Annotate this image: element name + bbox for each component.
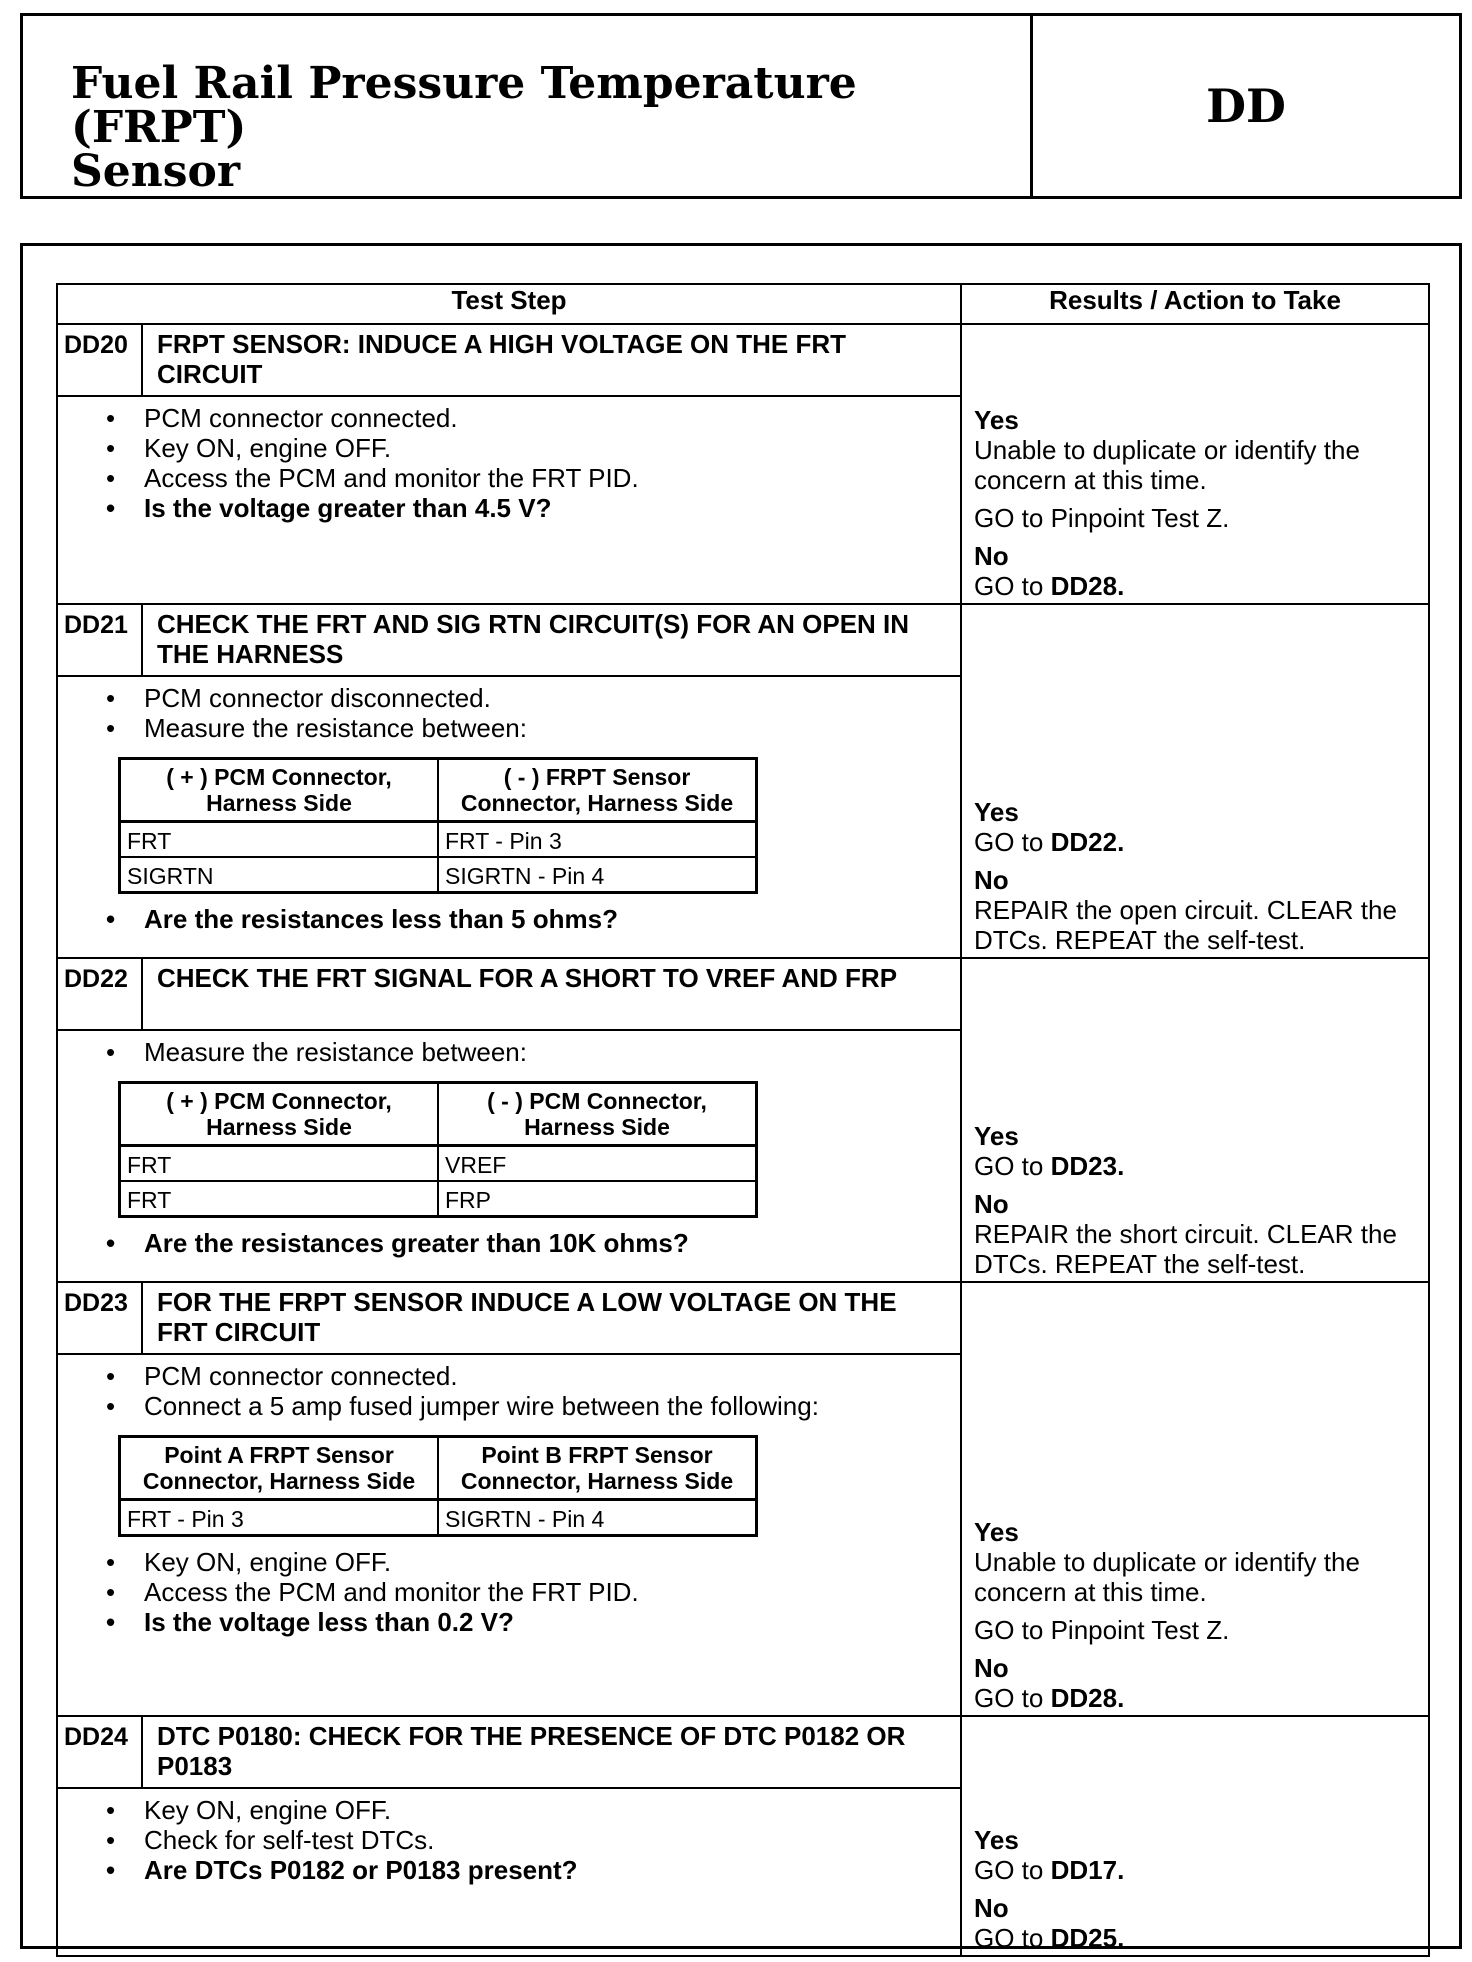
step-question: • Are the resistances less than 5 ohms? bbox=[106, 904, 950, 934]
yes-goto-target[interactable]: DD22. bbox=[1050, 827, 1125, 857]
bullet: • Check for self-test DTCs. bbox=[106, 1825, 950, 1855]
yes-goto-prefix: GO to bbox=[974, 1151, 1044, 1181]
sub-row bbox=[120, 1500, 757, 1536]
yes-goto-prefix: GO to bbox=[974, 827, 1044, 857]
no-label: No bbox=[974, 865, 1009, 895]
yes-label: Yes bbox=[974, 405, 1019, 435]
yes-goto-target[interactable]: DD17. bbox=[1050, 1855, 1125, 1885]
step-id: DD21 bbox=[57, 604, 142, 676]
step-dd24-body bbox=[57, 1788, 961, 1956]
sub-row bbox=[120, 857, 757, 893]
step-title: CHECK THE FRT SIGNAL FOR A SHORT TO VREF AND FRP bbox=[142, 958, 961, 1030]
sub-cell: FRT - Pin 3 bbox=[438, 822, 757, 858]
step-dd21-title-row bbox=[57, 604, 1429, 676]
step-title: CHECK THE FRT AND SIG RTN CIRCUIT(S) FOR AN OPEN IN THE HARNESS bbox=[142, 604, 961, 676]
step-id: DD20 bbox=[57, 324, 142, 396]
bullet: • Access the PCM and monitor the FRT PID. bbox=[106, 463, 950, 493]
yes-goto[interactable]: GO to Pinpoint Test Z. bbox=[974, 1615, 1230, 1645]
step-dd22-results bbox=[961, 958, 1429, 1282]
bullet: • Key ON, engine OFF. bbox=[106, 433, 950, 463]
sub-header: ( + ) PCM Connector, Harness Side bbox=[120, 759, 439, 822]
sub-row bbox=[120, 1146, 757, 1182]
resistance-table bbox=[118, 757, 758, 894]
yes-label: Yes bbox=[974, 797, 1019, 827]
step-question: • Are DTCs P0182 or P0183 present? bbox=[106, 1855, 950, 1885]
no-text: REPAIR the short circuit. CLEAR the DTCs. REPEAT the self-test. bbox=[974, 1219, 1397, 1279]
no-label: No bbox=[974, 1653, 1009, 1683]
sub-header: ( - ) PCM Connector, Harness Side bbox=[438, 1083, 757, 1146]
sub-row bbox=[120, 822, 757, 858]
yes-text: Unable to duplicate or identify the concern at this time. bbox=[974, 435, 1360, 495]
step-bullets bbox=[106, 1795, 950, 1885]
sub-cell: FRT bbox=[120, 822, 439, 858]
step-question: • Is the voltage less than 0.2 V? bbox=[106, 1607, 950, 1637]
no-goto-prefix: GO to bbox=[974, 571, 1044, 601]
step-title: FRPT SENSOR: INDUCE A HIGH VOLTAGE ON THE FRT CIRCUIT bbox=[142, 324, 961, 396]
sub-cell: FRT bbox=[120, 1146, 439, 1182]
bullet: • Connect a 5 amp fused jumper wire between the following: bbox=[106, 1391, 950, 1421]
resistance-table bbox=[118, 1081, 758, 1218]
column-header-test-step: Test Step bbox=[57, 284, 961, 324]
step-dd21-results bbox=[961, 604, 1429, 958]
step-bullets bbox=[106, 683, 950, 743]
sub-cell: VREF bbox=[438, 1146, 757, 1182]
sub-cell: FRT bbox=[120, 1181, 439, 1217]
step-dd20-results bbox=[961, 324, 1429, 604]
step-bullets bbox=[106, 403, 950, 523]
step-dd24-title-row bbox=[57, 1716, 1429, 1788]
step-dd24-results bbox=[961, 1716, 1429, 1956]
bullet: • Key ON, engine OFF. bbox=[106, 1795, 950, 1825]
step-id: DD22 bbox=[57, 958, 142, 1030]
no-label: No bbox=[974, 1189, 1009, 1219]
no-goto-prefix: GO to bbox=[974, 1683, 1044, 1713]
no-label: No bbox=[974, 1893, 1009, 1923]
step-question: • Is the voltage greater than 4.5 V? bbox=[106, 493, 950, 523]
step-id: DD24 bbox=[57, 1716, 142, 1788]
yes-goto[interactable]: GO to Pinpoint Test Z. bbox=[974, 503, 1230, 533]
yes-goto-target[interactable]: DD23. bbox=[1050, 1151, 1125, 1181]
title-line-2: Sensor bbox=[71, 146, 241, 197]
sub-header: Point B FRPT Sensor Connector, Harness Side bbox=[438, 1437, 757, 1500]
step-dd23-body bbox=[57, 1354, 961, 1716]
yes-goto-prefix: GO to bbox=[974, 1855, 1044, 1885]
procedure-frame bbox=[20, 243, 1462, 1953]
sub-cell: SIGRTN - Pin 4 bbox=[438, 857, 757, 893]
step-dd23-results bbox=[961, 1282, 1429, 1716]
step-dd22-body bbox=[57, 1030, 961, 1282]
no-goto-target[interactable]: DD28. bbox=[1050, 1683, 1125, 1713]
bullet: • Access the PCM and monitor the FRT PID. bbox=[106, 1577, 950, 1607]
sub-cell: SIGRTN - Pin 4 bbox=[438, 1500, 757, 1536]
bullet: • Measure the resistance between: bbox=[106, 1037, 950, 1067]
step-bullets bbox=[106, 1037, 950, 1067]
yes-label: Yes bbox=[974, 1121, 1019, 1151]
yes-label: Yes bbox=[974, 1825, 1019, 1855]
title-line-1: Fuel Rail Pressure Temperature (FRPT) bbox=[71, 58, 857, 153]
bullet: • Measure the resistance between: bbox=[106, 713, 950, 743]
section-code: DD bbox=[1206, 79, 1286, 133]
step-dd20-title-row bbox=[57, 324, 1429, 396]
step-question: • Are the resistances greater than 10K ohms? bbox=[106, 1228, 950, 1258]
step-bullets bbox=[106, 1361, 950, 1421]
sub-header: ( - ) FRPT Sensor Connector, Harness Side bbox=[438, 759, 757, 822]
no-goto-target[interactable]: DD28. bbox=[1050, 571, 1125, 601]
bullet: • PCM connector connected. bbox=[106, 1361, 950, 1391]
bullet: • PCM connector connected. bbox=[106, 403, 950, 433]
step-dd20-body bbox=[57, 396, 961, 604]
bullet: • PCM connector disconnected. bbox=[106, 683, 950, 713]
step-title: FOR THE FRPT SENSOR INDUCE A LOW VOLTAGE ON THE FRT CIRCUIT bbox=[142, 1282, 961, 1354]
yes-label: Yes bbox=[974, 1517, 1019, 1547]
sub-header: Point A FRPT Sensor Connector, Harness Side bbox=[120, 1437, 439, 1500]
page-title bbox=[23, 16, 1033, 196]
step-title: DTC P0180: CHECK FOR THE PRESENCE OF DTC P0182 OR P0183 bbox=[142, 1716, 961, 1788]
step-dd22-title-row bbox=[57, 958, 1429, 1030]
column-header-results: Results / Action to Take bbox=[961, 284, 1429, 324]
jumper-table bbox=[118, 1435, 758, 1537]
step-dd21-body bbox=[57, 676, 961, 958]
test-step-table bbox=[56, 283, 1430, 1957]
yes-text: Unable to duplicate or identify the concern at this time. bbox=[974, 1547, 1360, 1607]
sub-cell: FRP bbox=[438, 1181, 757, 1217]
no-goto-target[interactable]: DD25. bbox=[1050, 1923, 1125, 1953]
sub-cell: SIGRTN bbox=[120, 857, 439, 893]
sub-cell: FRT - Pin 3 bbox=[120, 1500, 439, 1536]
sub-row bbox=[120, 1181, 757, 1217]
step-dd23-title-row bbox=[57, 1282, 1429, 1354]
page-header bbox=[20, 13, 1462, 199]
step-id: DD23 bbox=[57, 1282, 142, 1354]
no-goto-prefix: GO to bbox=[974, 1923, 1044, 1953]
no-text: REPAIR the open circuit. CLEAR the DTCs. REPEAT the self-test. bbox=[974, 895, 1397, 955]
no-label: No bbox=[974, 541, 1009, 571]
sub-header: ( + ) PCM Connector, Harness Side bbox=[120, 1083, 439, 1146]
bullet: • Key ON, engine OFF. bbox=[106, 1547, 950, 1577]
